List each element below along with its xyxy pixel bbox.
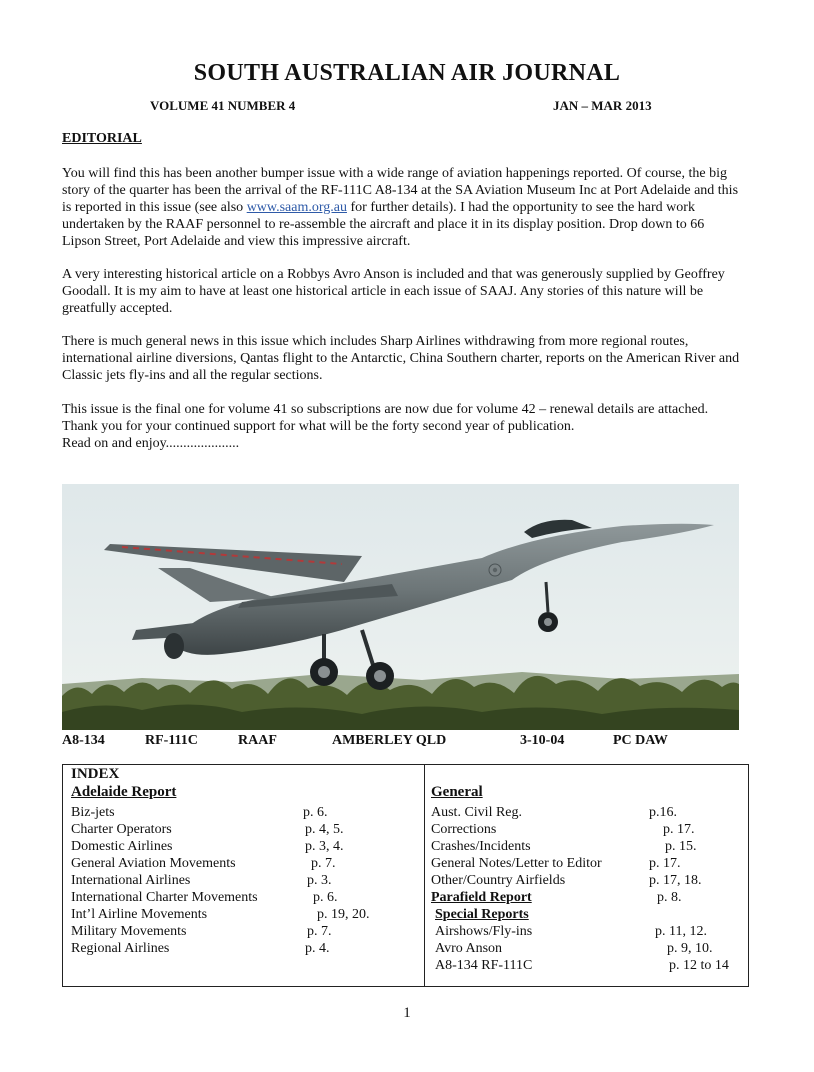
index-entry-label: International Charter Movements xyxy=(71,890,258,905)
index-entry-label: Corrections xyxy=(431,822,497,837)
index-divider xyxy=(424,765,425,986)
index-entry-label: Charter Operators xyxy=(71,822,172,837)
index-entry-label: Special Reports xyxy=(435,907,529,922)
index-entry-page: p. 4. xyxy=(305,941,330,956)
paragraph-text: for further details). I had the opportunity to see the hard work undertaken by the RAAF personnel to re-assemble the aircraft and place it in its display position. Drop down to 66 Lipson Street, Port Adelaide and view this impressive aircraft. xyxy=(62,200,705,249)
index-entry-page: p. 9, 10. xyxy=(667,941,713,956)
index-entry-page: p.16. xyxy=(649,805,677,820)
index-entry-page: p. 3, 4. xyxy=(305,839,344,854)
index-entry-label: General Aviation Movements xyxy=(71,856,236,871)
issue-date-range: JAN – MAR 2013 xyxy=(553,98,652,113)
index-entry-label: Airshows/Fly-ins xyxy=(435,924,533,939)
editorial-paragraph-1 xyxy=(62,165,742,250)
index-entry-page: p. 6. xyxy=(303,805,328,820)
adelaide-report-heading: Adelaide Report xyxy=(71,784,177,800)
index-entry-page: p. 11, 12. xyxy=(655,924,707,939)
sign-off-text: Read on and enjoy..................... xyxy=(62,436,240,451)
index-entry-label: Biz-jets xyxy=(71,805,115,820)
caption-location: AMBERLEY QLD xyxy=(332,733,447,748)
index-entry-label: Other/Country Airfields xyxy=(431,873,566,888)
index-entry-page: p. 8. xyxy=(657,890,682,905)
caption-credit: PC DAW xyxy=(613,733,668,748)
index-entry-page: p. 7. xyxy=(311,856,336,871)
index-entry-page: p. 17. xyxy=(649,856,681,871)
index-entry-page: p. 15. xyxy=(665,839,697,854)
caption-date: 3-10-04 xyxy=(520,733,565,748)
index-entry-page: p. 7. xyxy=(307,924,332,939)
index-entry-label: Aust. Civil Reg. xyxy=(431,805,523,820)
index-entry-label: Avro Anson xyxy=(435,941,503,956)
index-entry-page: p. 3. xyxy=(307,873,332,888)
index-entry-label: Military Movements xyxy=(71,924,187,939)
index-title: INDEX xyxy=(71,766,120,782)
caption-serial: A8-134 xyxy=(62,733,105,748)
index-entry-label: Int’l Airline Movements xyxy=(71,907,208,922)
index-box xyxy=(62,764,749,987)
index-entry-label: Parafield Report xyxy=(431,890,532,905)
page-number: 1 xyxy=(403,1005,411,1021)
index-entry-label: International Airlines xyxy=(71,873,191,888)
aircraft-photo xyxy=(62,484,739,730)
museum-website-link[interactable]: www.saam.org.au xyxy=(246,200,347,215)
index-entry-page: p. 6. xyxy=(313,890,338,905)
index-entry-page: p. 17. xyxy=(663,822,695,837)
index-entry-page: p. 17, 18. xyxy=(649,873,702,888)
volume-number: VOLUME 41 NUMBER 4 xyxy=(150,98,296,113)
f111-aircraft-illustration xyxy=(62,484,739,730)
editorial-paragraph-3: There is much general news in this issue which includes Sharp Airlines withdrawing from more regional routes, international airline diversions, Qantas flight to the Antarctic, China Southern charter, reports on the American River and Classic jets fly-ins and all the regular sections. xyxy=(62,334,740,383)
index-entry-label: Crashes/Incidents xyxy=(431,839,531,854)
editorial-heading: EDITORIAL xyxy=(62,131,142,146)
caption-type: RF-111C xyxy=(145,733,198,748)
index-entry-label: Domestic Airlines xyxy=(71,839,173,854)
index-entry-page: p. 19, 20. xyxy=(317,907,370,922)
editorial-paragraph-2: A very interesting historical article on a Robbys Avro Anson is included and that was generously supplied by Geoffrey Goodall. It is my aim to have at least one historical article in each issue of SAAJ. Any stories of this nature will be greatfully accepted. xyxy=(62,267,725,316)
index-entry-label: Regional Airlines xyxy=(71,941,170,956)
paragraph-text: You will find this has been another bumper issue with a wide range of aviation happenings reported. Of course, the big story of the quarter has been the arrival of the RF-111C A8-134 at the SA Aviation Museum Inc at Port Adelaide and this is reported in this issue (see also xyxy=(62,166,739,215)
journal-title: SOUTH AUSTRALIAN AIR JOURNAL xyxy=(193,60,621,86)
index-entry-page: p. 12 to 14 xyxy=(669,958,729,973)
index-entry-label: General Notes/Letter to Editor xyxy=(431,856,602,871)
caption-operator: RAAF xyxy=(238,733,277,748)
paragraph-text: This issue is the final one for volume 41 so subscriptions are now due for volume 42 – renewal details are attached. Thank you for your continued support for what will be the forty second year of publication. xyxy=(62,402,709,434)
index-entry-page: p. 4, 5. xyxy=(305,822,344,837)
editorial-paragraph-4 xyxy=(62,401,742,452)
general-heading: General xyxy=(431,784,483,800)
index-entry-label: A8-134 RF-111C xyxy=(435,958,533,973)
